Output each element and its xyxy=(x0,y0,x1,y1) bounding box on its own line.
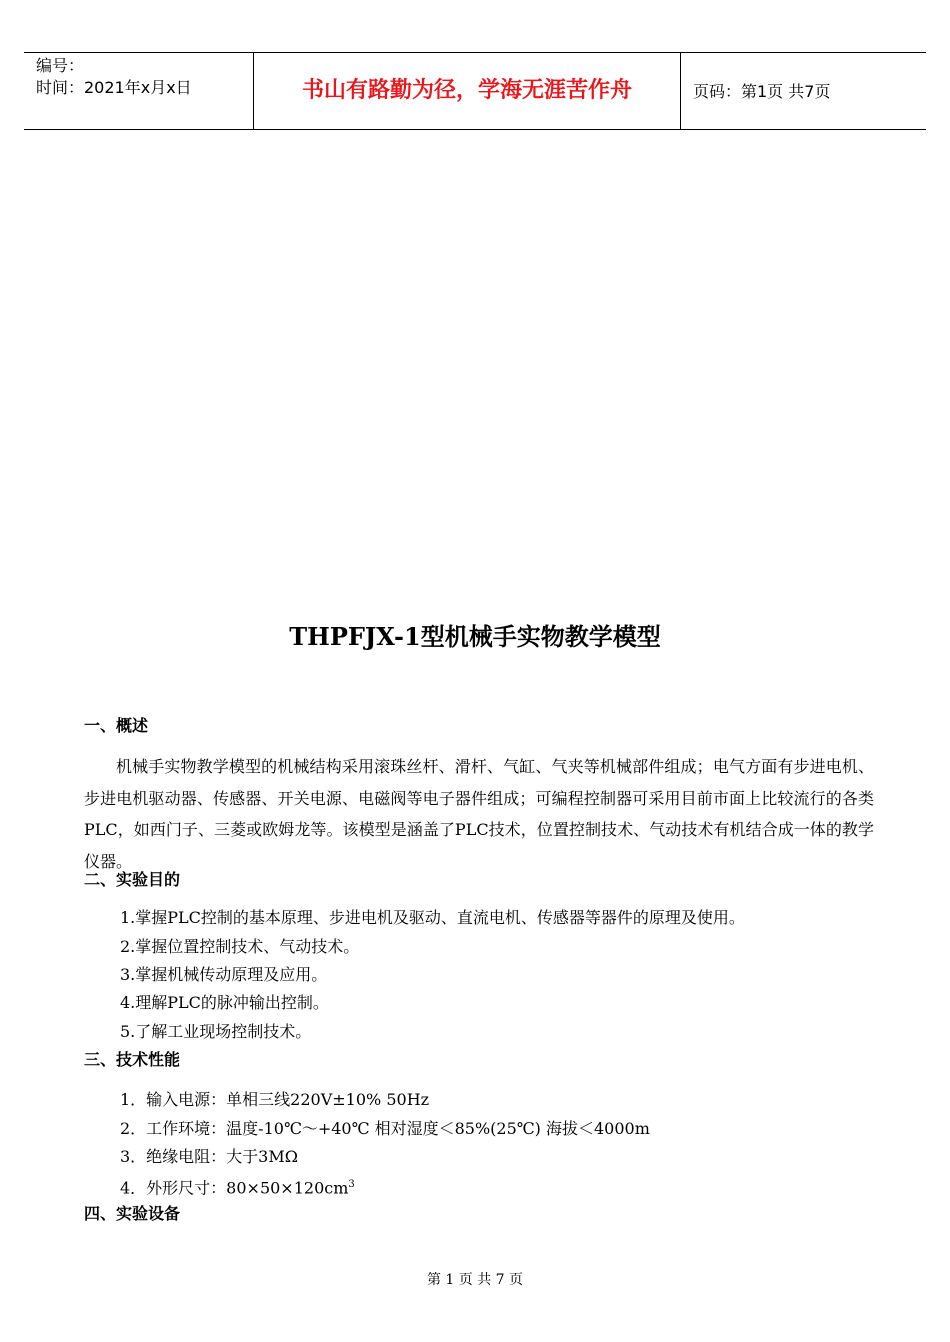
section-heading-overview: 一、概述 xyxy=(84,716,149,735)
document-title: THPFJX-1型机械手实物教学模型 xyxy=(289,622,661,651)
purpose-item: 2.掌握位置控制技术、气动技术。 xyxy=(120,937,360,956)
purpose-item: 5.了解工业现场控制技术。 xyxy=(120,1022,312,1041)
section-heading-purpose: 二、实验目的 xyxy=(84,870,181,889)
header-page-info: 页码：第1页 共7页 xyxy=(693,82,831,101)
header-motto: 书山有路勤为径，学海无涯苦作舟 xyxy=(301,78,632,103)
header-motto-cell xyxy=(254,53,681,129)
purpose-item: 1.掌握PLC控制的基本原理、步进电机及驱动、直流电机、传感器等器件的原理及使用。 xyxy=(120,908,745,927)
header-page-cell xyxy=(681,53,926,129)
overview-paragraph: 机械手实物教学模型的机械结构采用滚珠丝杆、滑杆、气缸、气夹等机械部件组成；电气方面有步进电机、步进电机驱动器、传感器、开关电源、电磁阀等电子器件组成；可编程控制器可采用目前市面上比较流行的各类PLC，如西门子、三菱或欧姆龙等。该模型是涵盖了PLC技术，位置控制技术、气动技术有机结合成一体的教学仪器。 xyxy=(84,757,874,871)
document-time-label: 时间：2021年x月x日 xyxy=(36,78,192,97)
size-superscript: 3 xyxy=(348,1179,355,1190)
performance-item-size xyxy=(120,1174,355,1199)
size-text: 4．外形尺寸：80×50×120cm xyxy=(120,1178,349,1198)
section-heading-performance: 三、技术性能 xyxy=(84,1050,181,1069)
purpose-item: 4.理解PLC的脉冲输出控制。 xyxy=(120,993,329,1012)
header-info-cell xyxy=(24,53,254,129)
purpose-item: 3.掌握机械传动原理及应用。 xyxy=(120,965,328,984)
section-heading-equipment: 四、实验设备 xyxy=(84,1204,181,1223)
performance-item: 3．绝缘电阻：大于3MΩ xyxy=(120,1147,299,1166)
page-header xyxy=(24,52,926,130)
document-number-label: 编号： xyxy=(36,56,85,75)
performance-item: 2．工作环境：温度-10℃～+40℃ 相对湿度＜85%(25℃) 海拔＜4000m xyxy=(120,1119,650,1138)
performance-item: 1．输入电源：单相三线220V±10% 50Hz xyxy=(120,1090,430,1109)
page-footer: 第 1 页 共 7 页 xyxy=(426,1272,524,1288)
